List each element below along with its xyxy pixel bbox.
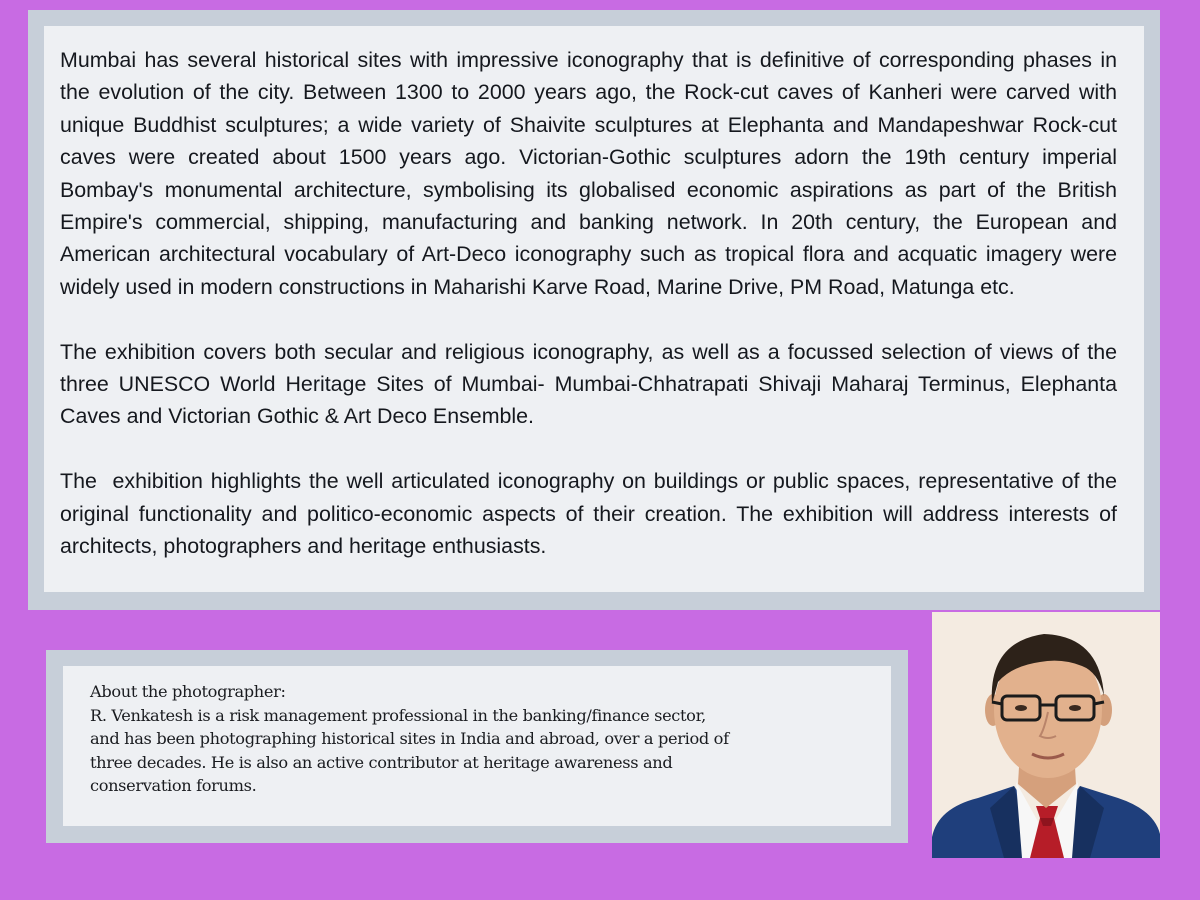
about-line-4: conservation forums. [90,776,257,795]
description-paragraph-3: The exhibition highlights the well articulated iconography on buildings or public spaces, representative of the original functionality and politico-economic aspects of their creation. The exhibition will address interests of architects, photographers and heritage enthusiasts. [60,469,1123,559]
about-photographer-frame [46,650,908,843]
exhibition-description-frame [28,10,1160,610]
exhibition-description-panel [44,26,1144,592]
description-paragraph-1: Mumbai has several historical sites with impressive iconography that is definitive of corresponding phases in the evolution of the city. Between 1300 to 2000 years ago, the Rock-cut caves of Kanheri were carved with unique Buddhist sculptures; a wide variety of Shaivite sculptures at Elephanta and Mandapeshwar Rock-cut caves were created about 1500 years ago. Victorian-Gothic sculptures adorn the 19th century imperial Bombay's monumental architecture, symbolising its globalised economic aspirations as part of the British Empire's commercial, shipping, manufacturing and banking network. In 20th century, the European and American architectural vocabulary of Art-Deco iconography such as tropical flora and acquatic imagery were widely used in modern constructions in Maharishi Karve Road, Marine Drive, PM Road, Matunga etc. [60,48,1123,299]
about-line-3: three decades. He is also an active contributor at heritage awareness and [90,752,673,772]
about-line-1: R. Venkatesh is a risk management professional in the banking/finance sector, [90,705,706,725]
about-line-2: and has been photographing historical sites in India and abroad, over a period of [90,729,729,748]
about-photographer-panel [63,666,891,826]
portrait-illustration [932,612,1160,858]
photographer-portrait [932,612,1160,858]
about-heading: About the photographer: [90,682,286,701]
description-paragraph-2: The exhibition covers both secular and religious iconography, as well as a focussed selection of views of the three UNESCO World Heritage Sites of Mumbai- Mumbai-Chhatrapati Shivaji Maharaj Terminus, Elephanta Caves and Victorian Gothic & Art Deco Ensemble. [60,339,1123,429]
